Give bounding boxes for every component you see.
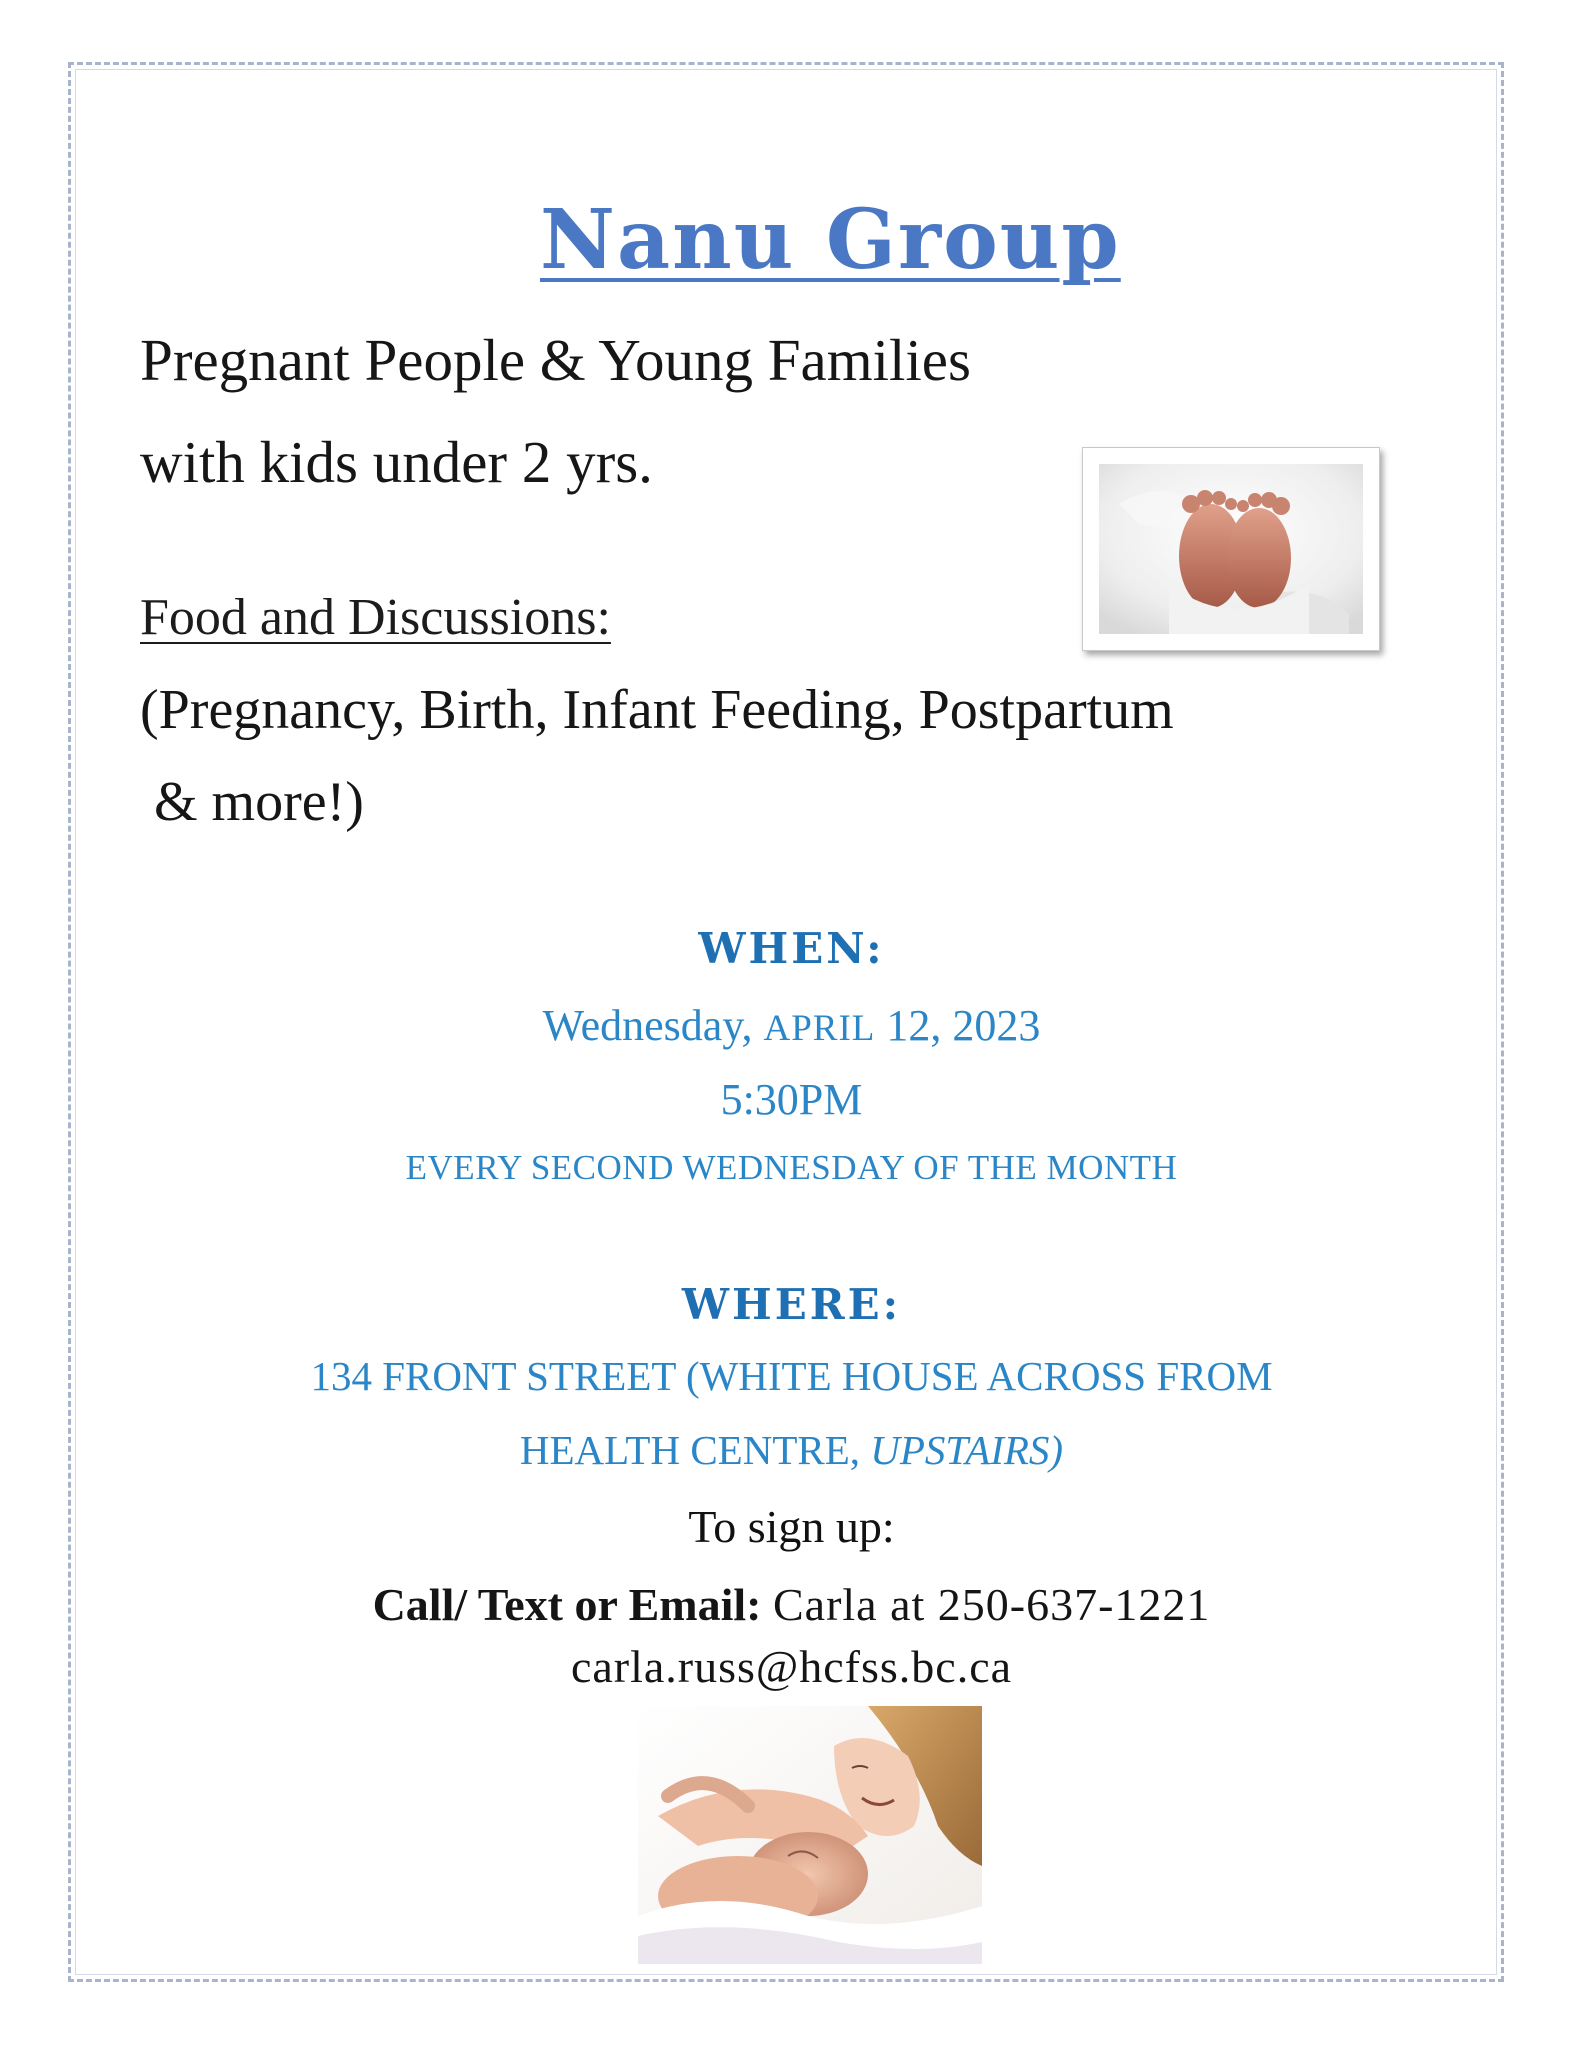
contact-email: carla.russ@hcfss.bc.ca xyxy=(570,1641,1013,1692)
baby-feet-image xyxy=(1099,464,1363,634)
where-label: WHERE: xyxy=(681,1280,902,1329)
event-day: Wednesday, xyxy=(542,1001,753,1050)
event-date xyxy=(0,1000,1583,1051)
baby-feet-photo xyxy=(1082,447,1380,651)
audience-line-2: with kids under 2 yrs. xyxy=(140,429,653,495)
food-discussions-heading: Food and Discussions: xyxy=(140,589,611,646)
contact-phone: Carla at 250-637-1221 xyxy=(772,1579,1211,1630)
event-recurrence: EVERY SECOND WEDNESDAY OF THE MONTH xyxy=(405,1148,1178,1187)
flyer-title: Nanu Group xyxy=(540,192,1121,288)
discussion-topics-line-1: (Pregnancy, Birth, Infant Feeding, Postpartum xyxy=(140,679,1174,741)
discussion-topics-line-2: & more!) xyxy=(154,771,364,833)
audience-line-1: Pregnant People & Young Families xyxy=(140,327,971,393)
address-line-1: 134 FRONT STREET (WHITE HOUSE ACROSS FROM xyxy=(310,1353,1273,1399)
address-line-2 xyxy=(0,1426,1583,1474)
mother-with-newborn-photo xyxy=(638,1706,982,1964)
signup-heading: To sign up: xyxy=(688,1501,895,1552)
address-line-2-italic: UPSTAIRS) xyxy=(870,1427,1064,1473)
contact-line xyxy=(0,1578,1583,1631)
event-day-year: 12, 2023 xyxy=(886,1001,1041,1050)
when-label: WHEN: xyxy=(698,924,885,973)
contact-method-label: Call/ Text or Email: xyxy=(372,1579,762,1630)
event-month: APRIL xyxy=(763,1008,876,1049)
address-line-2-plain: HEALTH CENTRE, xyxy=(519,1427,861,1473)
event-time: 5:30PM xyxy=(720,1075,863,1124)
